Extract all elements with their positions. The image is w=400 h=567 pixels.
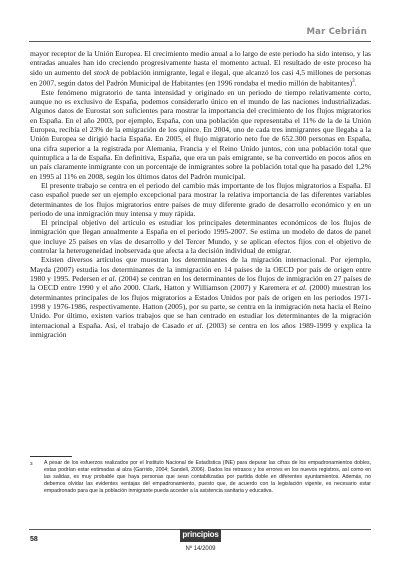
footnote-ref-3[interactable]: 3 [352,78,355,84]
footnote-text: A pesar de los esfuerzos realizados por el Instituto Nacional de Estadística (INE) para depurar las cifras de los empadronamientos dobles, estas podrían estar estimadas al alza (Garrido, 2004; Sandell, 2006). Dados los retrasos y los errores en los nuevos registros, así como en las salidas, es muy probable que haya personas que sean contabilizadas por partida doble en diferentes ayuntamientos. Además, no debemos olvidar las evidentes ventajas del empadronamiento, puesto que, de acuerdo con la legislación vigente, es necesario estar empadronado para que la población inmigrante pueda acceder a la asistencia sanitaria y educativa. [44,460,371,495]
article-body [30,49,371,339]
issue-number: Nº 14/2009 [185,546,216,552]
page-number: 58 [30,536,38,543]
paragraph-1-part-b: de población inmigrante, legal e ilegal, que alcanzó los casi 4,5 millones de personas en 2007, según datos del Padrón Municipal de Habitantes (en 1996 rondaba el medio millón de habitantes) [30,67,371,88]
paragraph-5 [30,255,371,339]
paragraph-5-part-a: Existen diversos artículos que muestran los determinantes de la migración internacional. Por ejemplo, Mayda (2007) estudia los determinantes de la inmigración en 14 países de la OECD por país de origen entre 1980 y 1995. Pedersen [30,255,371,284]
paragraph-2: Este fenómeno migratorio de tanta intensidad y originado en un periodo de tiempo relativamente corto, aunque no es exclusivo de España, podemos considerarlo único en el mundo de las naciones industrializadas. Algunos datos de Eurostat son suficientes para mostrar la importancia del crecimiento de los flujos migratorios en España. En el año 2003, por ejemplo, España, con una población que representaba el 11% de la de la Unión Europea, recibía el 23% de la emigración de los quince. En 2004, uno de cada tres inmigrantes que llegaba a la Unión Europea se dirigió hacia España. En 2005, el flujo migratorio neto fue de 652.300 personas en España, una cifra superior a la registrada por Alemania, Francia y el Reino Unido juntos, con una población total que quintuplica a la de España. En definitiva, España, que era un país emigrante, se ha convertido en pocos años en un país claramente inmigrante con un porcentaje de inmigrantes sobre la población total que ha pasado del 1,2% en 1995 al 11% en 2008, según los últimos datos del Padrón municipal. [30,87,371,181]
stock-term: stock [93,67,110,77]
paragraph-1-end: . [354,78,357,88]
paragraph-3: El presente trabajo se centra en el periodo del cambio más importante de los flujos migratorios a España. El caso español puede ser un ejemplo excepcional para mostrar la relativa importancia de las diferentes variables determinantes de los flujos migratorios entre países de muy diferente grado de desarrollo económico y en un periodo de una inmigración muy intensa y muy rápida. [30,180,371,218]
running-head-author: Mar Cebrián [306,27,367,37]
paragraph-1 [30,49,371,88]
paragraph-1-part-a: mayor receptor de la Unión Europea. El crecimiento medio anual a lo largo de este periodo ha sido intenso, y las entradas anuales han ido creciendo progresivamente hasta el momento actual. El resultado de este proceso ha sido un aumento del [30,49,371,77]
paragraph-5-part-b: (2004) se centran en los determinantes de los flujos de inmigración en 27 países de la OECD entre 1990 y el año 2000. Clark, Hatton y Williamson (2007) y Karemera [30,274,372,293]
footnote-3 [30,460,371,495]
et-al-1: et al. [101,274,117,284]
et-al-2: et al. [291,283,308,293]
footnote-number: 3 [30,461,33,466]
paragraph-5-part-c: (2000) muestran los determinantes principales de los flujos migratorios a Estados Unidos por país de origen en los periodos 1971-1998 y 1976-1986, respectivamente. Hatton (2005), por su parte, se centra en la inmigración neta hacia el Reino Unido. Por último, existen varios trabajos que se han centrado en estudiar los determinantes de la migración internacional a España. Así, el trabajo de Casado [30,283,371,330]
paragraph-5-part-d: (2003) se centra en los años 1989-1999 y explica la inmigración [30,320,371,339]
journal-logo: principios [180,529,221,542]
header-rule [29,41,371,42]
et-al-3: et al. [187,320,204,330]
footnote-rule [30,456,72,457]
paragraph-4: El principal objetivo del artículo es estudiar los principales determinantes económicos de los flujos de inmigración que llegan anualmente a España en el periodo 1995-2007. Se estima un modelo de datos de panel que incluye 25 países en vías de desarrollo y del Tercer Mundo, y se aplican efectos fijos con el objetivo de controlar la heterogeneidad inobservada que afecta a la decisión individual de emigrar. [30,218,371,256]
